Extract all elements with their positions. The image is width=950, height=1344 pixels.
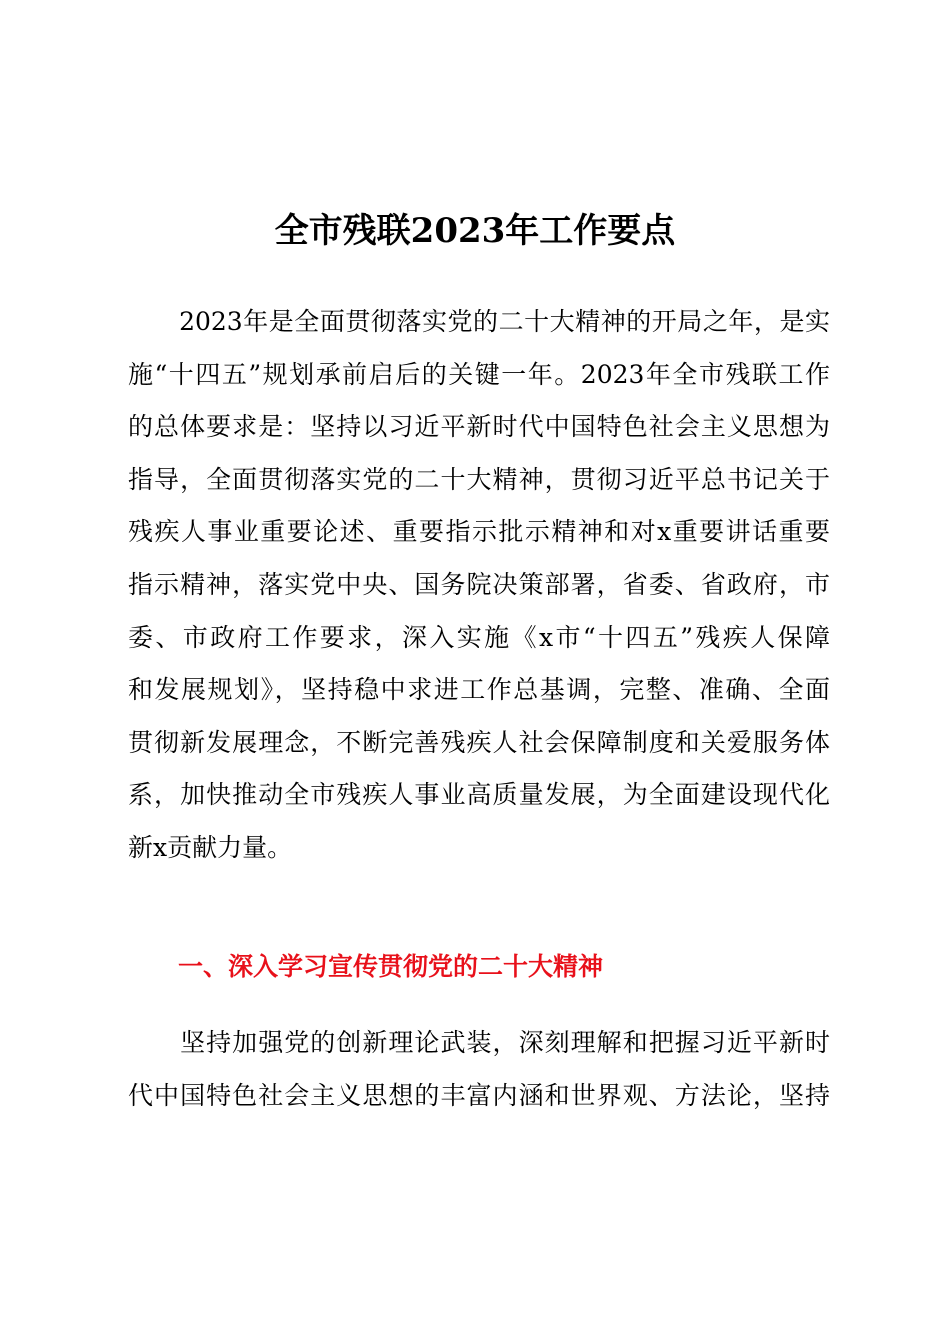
section-1-paragraph bbox=[128, 1017, 830, 1122]
section-heading: 一、深入学习宣传贯彻党的二十大精神 bbox=[178, 952, 604, 981]
paragraph-line: 指示精神，落实党中央、国务院决策部署，省委、省政府，市 bbox=[128, 569, 830, 599]
paragraph-line: 坚持加强党的创新理论武装，深刻理解和把握习近平新时 bbox=[128, 1028, 830, 1057]
intro-paragraph bbox=[128, 296, 830, 875]
paragraph-line: 残疾人事业重要论述、重要指示批示精神和对x重要讲话重要 bbox=[128, 517, 830, 547]
paragraph-line: 和发展规划》，坚持稳中求进工作总基调，完整、准确、全面 bbox=[128, 675, 830, 705]
paragraph-line: 贯彻新发展理念，不断完善残疾人社会保障制度和关爱服务体 bbox=[128, 727, 830, 757]
paragraph-line: 新x贡献力量。 bbox=[128, 832, 293, 862]
paragraph-line: 指导，全面贯彻落实党的二十大精神，贯彻习近平总书记关于 bbox=[128, 464, 830, 494]
paragraph-line: 2023年是全面贯彻落实党的二十大精神的开局之年，是实 bbox=[128, 307, 830, 336]
document-title: 全市残联2023年工作要点 bbox=[274, 211, 676, 251]
paragraph-line: 代中国特色社会主义思想的丰富内涵和世界观、方法论，坚持 bbox=[128, 1080, 830, 1110]
paragraph-line: 委、市政府工作要求，深入实施《x市“十四五”残疾人保障 bbox=[128, 622, 830, 652]
paragraph-line: 系，加快推动全市残疾人事业高质量发展，为全面建设现代化 bbox=[128, 780, 830, 810]
paragraph-line: 施“十四五”规划承前启后的关键一年。2023年全市残联工作 bbox=[128, 359, 830, 389]
paragraph-line: 的总体要求是：坚持以习近平新时代中国特色社会主义思想为 bbox=[128, 412, 830, 442]
